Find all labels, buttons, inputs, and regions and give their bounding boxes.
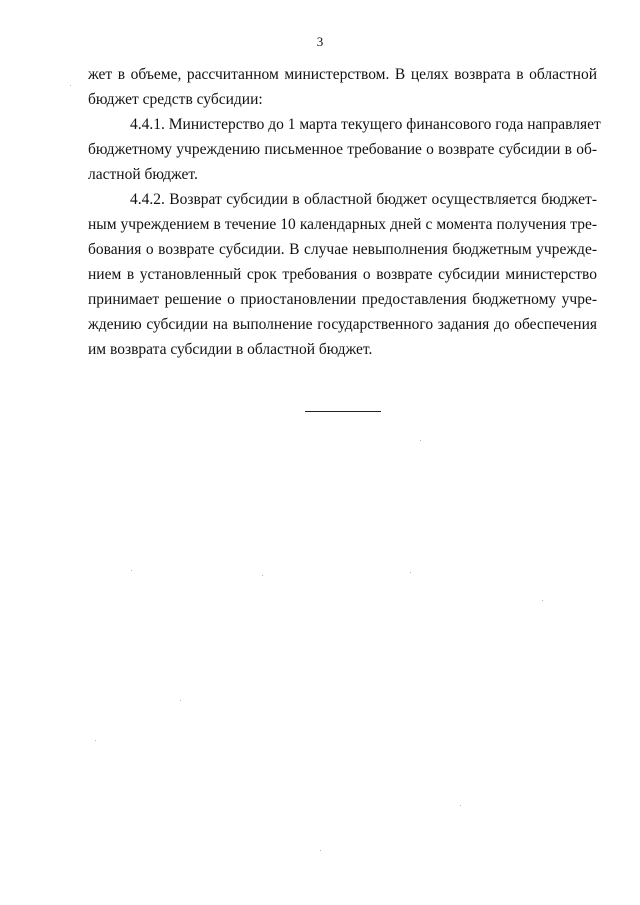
page-number: 3 (316, 34, 324, 49)
scan-speck (542, 600, 543, 601)
scan-speck (131, 570, 132, 571)
paragraph-continuation (88, 62, 597, 112)
scan-speck (95, 740, 96, 741)
text-line: ждению субсидии на выполнение государственного задания до обеспечения (88, 316, 597, 333)
scan-speck (70, 85, 71, 86)
text-line: 4.4.1. Министерство до 1 марта текущего финансового года направляет (130, 116, 601, 133)
scan-speck (262, 575, 263, 576)
text-line: ным учреждением в течение 10 календарных дней с момента получения тре- (88, 216, 597, 233)
scan-speck (460, 805, 461, 806)
text-line: принимает решение о приостановлении предоставления бюджетному учре- (88, 291, 597, 308)
text-line: жет в объеме, рассчитанном министерством. В целях возврата в областной (88, 66, 597, 83)
scan-speck (420, 440, 421, 441)
text-line: бования о возврате субсидии. В случае невыполнения бюджетным учрежде- (88, 241, 597, 258)
scan-speck (410, 572, 411, 573)
text-line: 4.4.2. Возврат субсидии в областной бюджет осуществляется бюджет- (130, 191, 597, 208)
text-line: ластной бюджет. (88, 166, 198, 183)
end-of-text-rule (305, 411, 381, 412)
text-line: им возврата субсидии в областной бюджет. (88, 341, 373, 358)
text-line: бюджет средств субсидии: (88, 91, 263, 108)
scan-speck (320, 850, 321, 851)
scan-speck (180, 700, 181, 701)
text-line: бюджетному учреждению письменное требование о возврате субсидии в об- (88, 141, 597, 158)
paragraph-4-4-1 (88, 112, 601, 187)
paragraph-4-4-2 (88, 187, 597, 362)
text-line: нием в установленный срок требования о возврате субсидии министерство (88, 266, 597, 283)
